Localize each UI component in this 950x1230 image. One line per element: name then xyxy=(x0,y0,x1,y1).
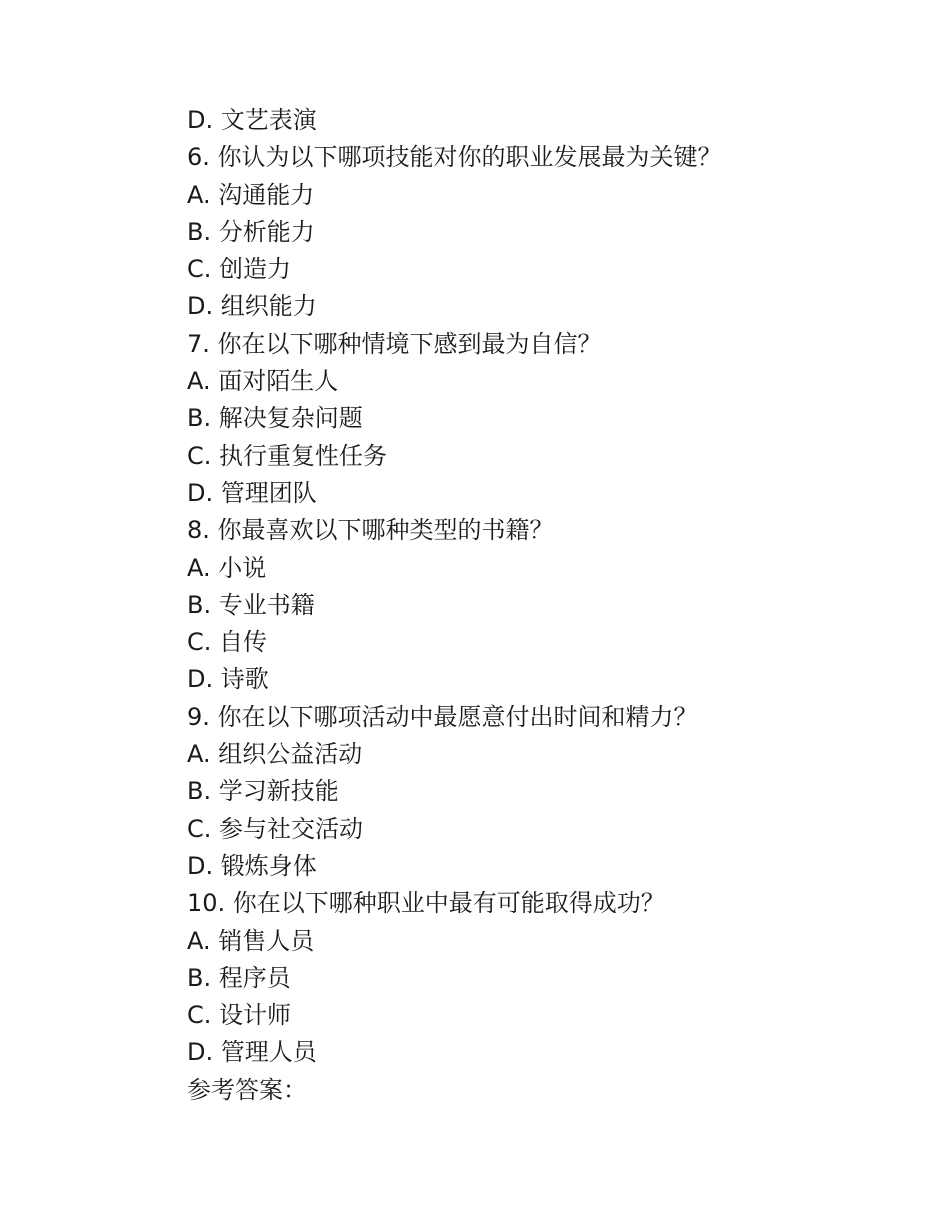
option-line: C. 参与社交活动 xyxy=(187,814,364,843)
option-line: B. 分析能力 xyxy=(187,217,315,246)
option-line: C. 创造力 xyxy=(187,255,292,284)
option-line: B. 解决复杂问题 xyxy=(187,404,363,433)
question-line: 10. 你在以下哪种职业中最有可能取得成功？ xyxy=(187,889,665,918)
option-line: B. 专业书籍 xyxy=(187,590,315,619)
option-line: D. 组织能力 xyxy=(187,292,317,321)
answer-key-heading: 参考答案： xyxy=(187,1075,307,1104)
option-line: A. 组织公益活动 xyxy=(187,740,363,769)
option-line: C. 自传 xyxy=(187,628,268,657)
option-line: A. 销售人员 xyxy=(187,926,315,955)
question-line: 6. 你认为以下哪项技能对你的职业发展最为关键？ xyxy=(187,143,722,172)
option-line: A. 小说 xyxy=(187,553,267,582)
document-body xyxy=(187,102,887,1109)
option-line: C. 执行重复性任务 xyxy=(187,441,388,470)
question-line: 9. 你在以下哪项活动中最愿意付出时间和精力？ xyxy=(187,702,698,731)
option-line: D. 锻炼身体 xyxy=(187,851,317,880)
question-line: 7. 你在以下哪种情境下感到最为自信？ xyxy=(187,329,602,358)
option-line: B. 学习新技能 xyxy=(187,777,339,806)
option-line: C. 设计师 xyxy=(187,1001,292,1030)
option-line: B. 程序员 xyxy=(187,963,291,992)
option-line: D. 诗歌 xyxy=(187,665,269,694)
option-line: A. 沟通能力 xyxy=(187,180,315,209)
option-line: A. 面对陌生人 xyxy=(187,367,339,396)
question-line: 8. 你最喜欢以下哪种类型的书籍？ xyxy=(187,516,554,545)
option-line: D. 文艺表演 xyxy=(187,106,317,134)
option-line: D. 管理人员 xyxy=(187,1038,317,1067)
option-line: D. 管理团队 xyxy=(187,478,317,507)
